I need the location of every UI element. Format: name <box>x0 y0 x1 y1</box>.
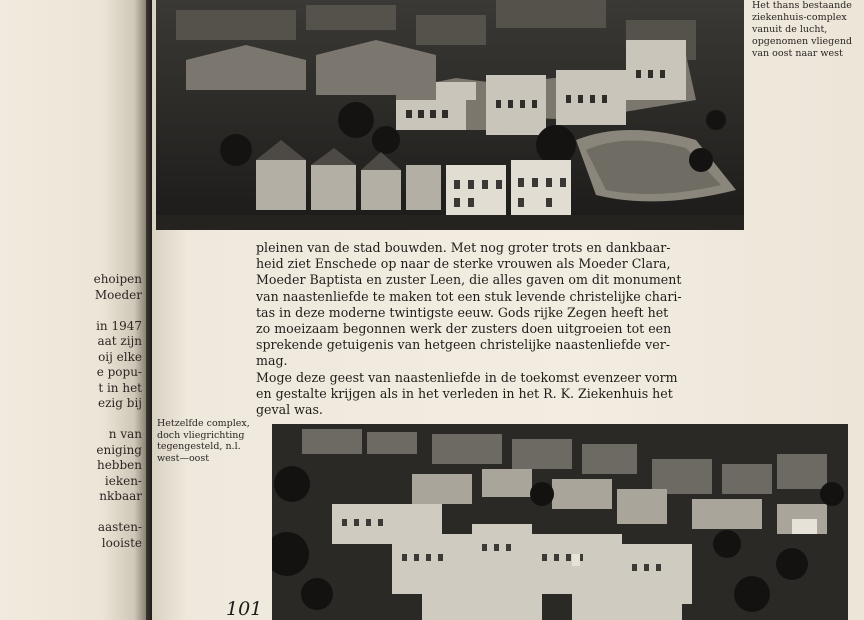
caption-top-photo <box>752 0 860 60</box>
caption-line: west—oost <box>157 452 210 464</box>
left-line: aat zijn <box>97 334 142 348</box>
page-number: 101 <box>226 598 263 620</box>
body-paragraph <box>256 240 682 418</box>
body-line: Moge deze geest van naastenliefde in de toekomst evenzeer vorm <box>256 369 678 385</box>
aerial-photo-top <box>156 0 744 230</box>
body-line: mag. <box>256 353 288 369</box>
left-line: Moeder <box>94 287 142 302</box>
left-line: ieken- <box>104 473 142 488</box>
body-line: tas in deze moderne twintigste eeuw. Gods rijke Zegen heeft het <box>256 304 669 320</box>
caption-line: tegengesteld, n.l. <box>157 441 241 453</box>
left-line: nkbaar <box>99 489 142 503</box>
caption-line: vanuit de lucht, <box>752 24 828 35</box>
left-line: oij elke <box>98 349 142 364</box>
body-line: zo moeizaam begonnen werk der zusters doen uitgroeien tot een <box>256 321 672 337</box>
left-line: hebben <box>96 458 142 472</box>
caption-bottom-photo <box>157 418 267 464</box>
caption-line: Hetzelfde complex, <box>157 418 250 429</box>
body-line: en gestalte krijgen als in het verleden in het R. K. Ziekenhuis het <box>256 385 673 401</box>
body-line: geval was. <box>256 402 323 418</box>
left-line: eniging <box>96 442 142 457</box>
aerial-photo-bottom <box>272 424 848 620</box>
left-line: in 1947 <box>96 318 142 333</box>
left-page-text <box>0 272 142 551</box>
left-line: aasten- <box>97 520 142 534</box>
left-line: ehoipen <box>93 272 142 286</box>
body-line: sprekende getuigenis van hetgeen christelijke naastenliefde ver- <box>256 337 670 353</box>
left-line: e popu- <box>96 365 142 379</box>
caption-line: opgenomen vliegend <box>752 36 853 47</box>
body-line: Moeder Baptista en zuster Leen, die alles gaven om dit monument <box>256 272 682 288</box>
caption-line: ziekenhuis-complex <box>752 12 847 23</box>
caption-line: Het thans bestaande <box>752 0 852 11</box>
body-line: van naastenliefde te maken tot een stuk levende christelijke chari- <box>256 288 682 304</box>
left-line: n van <box>108 427 142 441</box>
left-line: looiste <box>101 535 142 550</box>
left-page <box>0 0 146 620</box>
left-line: ezig bij <box>98 396 142 410</box>
caption-line: van oost naar west <box>752 48 843 59</box>
body-line: heid ziet Enschede op naar de sterke vrouwen als Moeder Clara, <box>256 256 671 272</box>
caption-line: doch vliegrichting <box>157 429 245 441</box>
left-line: t in het <box>98 380 142 395</box>
body-line: pleinen van de stad bouwden. Met nog groter trots en dankbaar- <box>256 240 671 255</box>
